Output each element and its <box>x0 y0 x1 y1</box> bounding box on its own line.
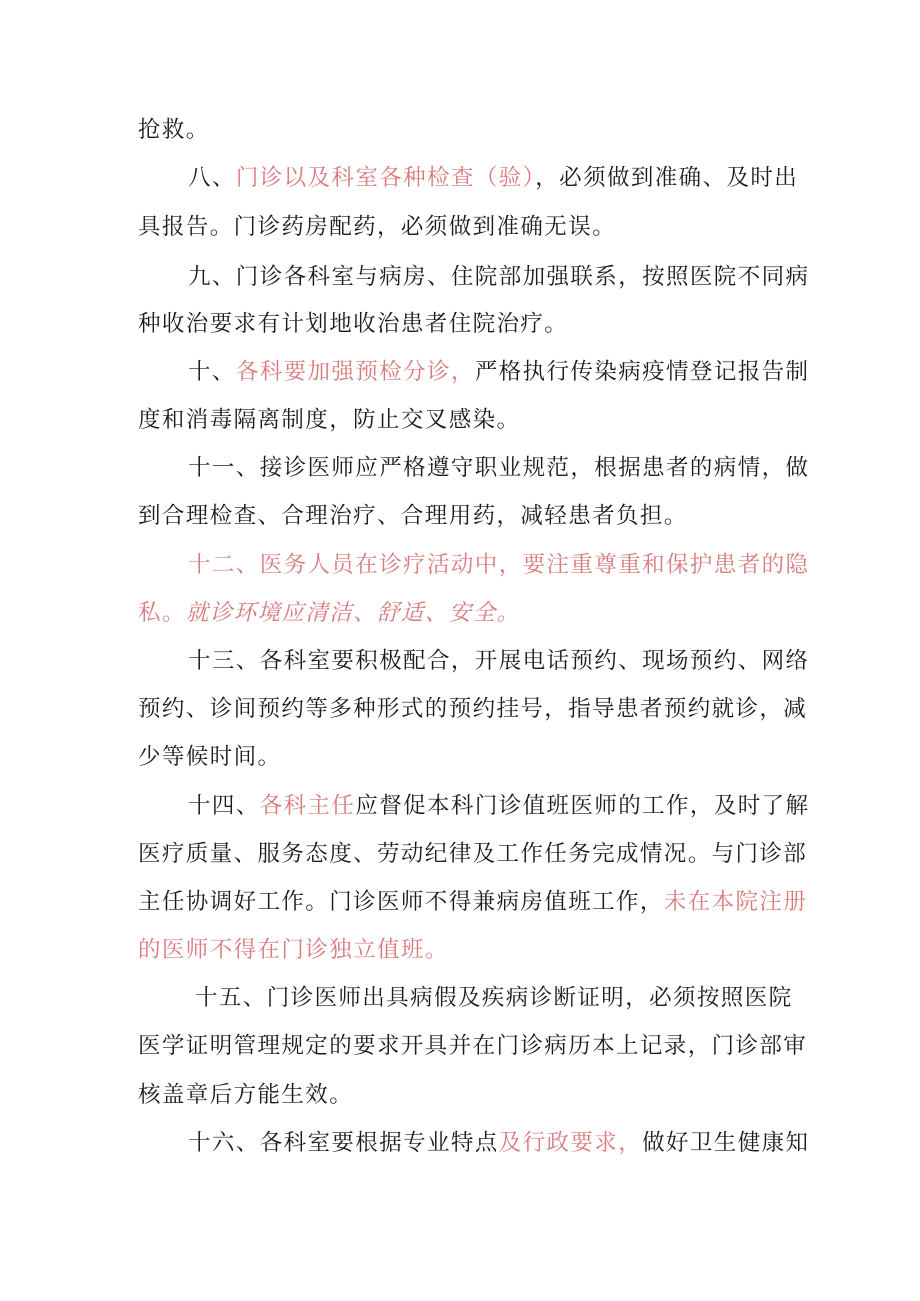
line-3 <box>138 207 616 247</box>
text-run: 十、 <box>188 359 236 385</box>
line-8 <box>188 448 809 488</box>
highlight-run: 及行政要求， <box>498 1130 643 1156</box>
text-run: 到合理检查、合理治疗、合理用药，减轻患者负担。 <box>138 503 688 529</box>
line-2 <box>188 158 798 198</box>
highlight-run: 的医师不得在门诊独立值班。 <box>138 937 449 963</box>
line-6 <box>188 352 809 392</box>
line-13 <box>138 689 807 729</box>
line-5 <box>138 304 568 344</box>
text-run: 少等候时间。 <box>138 744 282 770</box>
line-7 <box>138 400 520 440</box>
text-run: 核盖章后方能生效。 <box>138 1082 354 1108</box>
text-run: 十五、门诊医师出具病假及疾病诊断证明，必须按照医院 <box>195 985 793 1011</box>
line-1 <box>138 110 210 150</box>
highlight-run: 未在本院注册 <box>663 889 808 915</box>
line-21 <box>138 1075 353 1115</box>
text-run: 十一、接诊医师应严格遵守职业规范，根据患者的病情，做 <box>188 455 810 481</box>
line-10 <box>188 545 809 585</box>
text-run: 做好卫生健康知 <box>642 1130 810 1156</box>
highlight-run: 私。 <box>138 600 186 626</box>
line-14 <box>138 737 281 777</box>
text-run: 度和消毒隔离制度，防止交叉感染。 <box>138 407 521 433</box>
highlight-run: 十二、医务人员在诊疗活动中，要注重尊重和保护患者的隐 <box>188 552 810 578</box>
highlight-italic-run: 就诊环境应清洁、舒适、安全。 <box>185 600 521 626</box>
line-18 <box>138 930 449 970</box>
text-run: 医学证明管理规定的要求开具并在门诊病历本上记录，门诊部审 <box>138 1033 808 1059</box>
text-run: ，必须做到准确、及时出 <box>535 165 799 191</box>
line-12 <box>188 641 809 681</box>
line-16 <box>138 834 807 874</box>
highlight-run: 各科要加强预检分诊， <box>235 359 475 385</box>
line-11 <box>138 593 520 633</box>
text-run: 主任协调好工作。门诊医师不得兼病房值班工作， <box>138 889 664 915</box>
text-run: 八、 <box>188 165 236 191</box>
text-run: 种收治要求有计划地收治患者住院治疗。 <box>138 311 569 337</box>
text-run: 抢救。 <box>138 117 210 143</box>
text-run: 应督促本科门诊值班医师的工作，及时了解 <box>355 793 810 819</box>
text-run: 严格执行传染病疫情登记报告制 <box>474 359 810 385</box>
line-9 <box>138 496 688 536</box>
line-15 <box>188 786 809 826</box>
highlight-run: 门诊以及科室各种检查（验） <box>235 165 536 191</box>
text-run: 十三、各科室要积极配合，开展电话预约、现场预约、网络 <box>188 648 810 674</box>
text-run: 十四、 <box>188 793 260 819</box>
text-run: 十六、各科室要根据专业特点 <box>188 1130 499 1156</box>
text-run: 预约、诊间预约等多种形式的预约挂号，指导患者预约就诊，减 <box>138 696 808 722</box>
text-run: 九、门诊各科室与病房、住院部加强联系，按照医院不同病 <box>188 264 810 290</box>
line-20 <box>138 1026 807 1066</box>
highlight-run: 各科主任 <box>259 793 356 819</box>
text-run: 具报告。门诊药房配药，必须做到准确无误。 <box>138 214 617 240</box>
line-19 <box>195 978 793 1018</box>
line-4 <box>188 257 809 297</box>
text-run: 医疗质量、服务态度、劳动纪律及工作任务完成情况。与门诊部 <box>138 841 808 867</box>
line-22 <box>188 1123 809 1163</box>
line-17 <box>138 882 807 922</box>
